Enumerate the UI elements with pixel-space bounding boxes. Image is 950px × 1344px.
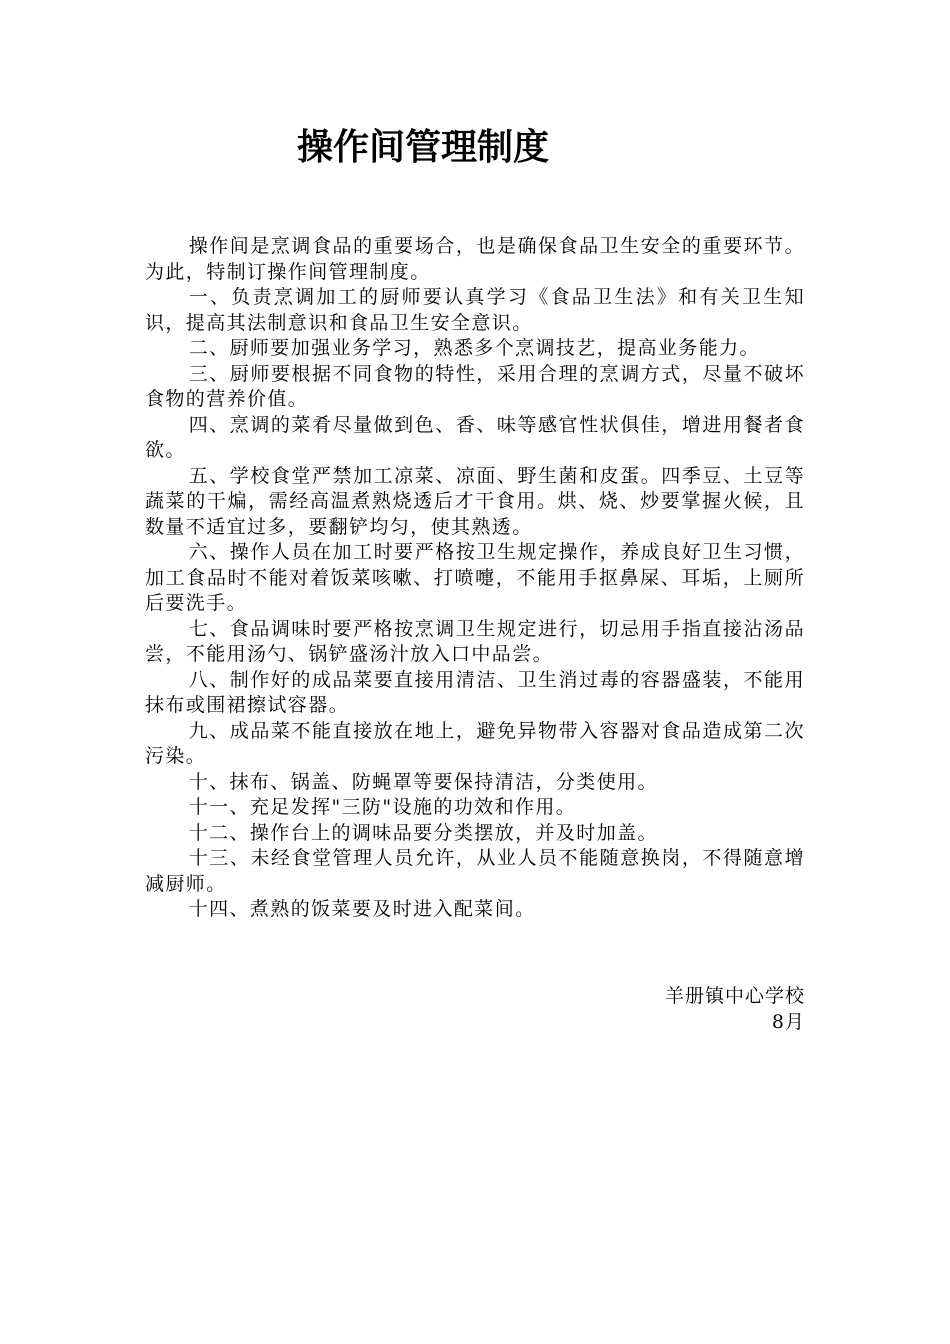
paragraph-rule-9: 九、成品菜不能直接放在地上，避免异物带入容器对食品造成第二次污染。	[145, 719, 805, 767]
paragraph-rule-14: 十四、煮熟的饭菜要及时进入配菜间。	[188, 898, 536, 920]
paragraph-rule-6: 六、操作人员在加工时要严格按卫生规定操作，养成良好卫生习惯，加工食品时不能对着饭菜咳嗽、打喷嚏，不能用手抠鼻屎、耳垢，上厕所后要洗手。	[145, 541, 805, 614]
paragraph-rule-7: 七、食品调味时要严格按烹调卫生规定进行，切忌用手指直接沾汤品尝，不能用汤勺、锅铲盛汤汁放入口中品尝。	[145, 617, 805, 665]
paragraph-rule-11: 十一、充足发挥"三防"设施的功效和作用。	[188, 796, 577, 818]
paragraph-rule-8: 八、制作好的成品菜要直接用清洁、卫生消过毒的容器盛装，不能用抹布或围裙擦试容器。	[145, 668, 805, 716]
paragraph-intro: 操作间是烹调食品的重要场合，也是确保食品卫生安全的重要环节。为此，特制订操作间管理制度。	[145, 235, 805, 283]
paragraph-rule-10: 十、抹布、锅盖、防蝇罩等要保持清洁，分类使用。	[188, 770, 658, 793]
document-title: 操作间管理制度	[297, 127, 550, 168]
paragraph-rule-2: 二、厨师要加强业务学习，熟悉多个烹调技艺，提高业务能力。	[188, 337, 760, 359]
paragraph-rule-1: 一、负责烹调加工的厨师要认真学习《食品卫生法》和有关卫生知识，提高其法制意识和食品卫生安全意识。	[145, 286, 805, 334]
signature-block	[665, 984, 805, 1035]
signature-date: 8月	[771, 1010, 805, 1033]
paragraph-rule-4: 四、烹调的菜肴尽量做到色、香、味等感官性状俱佳，增进用餐者食欲。	[145, 413, 805, 461]
paragraph-rule-13: 十三、未经食堂管理人员允许，从业人员不能随意换岗，不得随意增减厨师。	[145, 847, 805, 895]
signature-organization: 羊册镇中心学校	[664, 985, 805, 1007]
document-body	[145, 234, 805, 923]
paragraph-rule-12: 十二、操作台上的调味品要分类摆放，并及时加盖。	[188, 821, 658, 844]
paragraph-rule-3: 三、厨师要根据不同食物的特性，采用合理的烹调方式，尽量不破坏食物的营养价值。	[145, 362, 805, 410]
paragraph-rule-5: 五、学校食堂严禁加工凉菜、凉面、野生菌和皮蛋。四季豆、土豆等蔬菜的干煸，需经高温煮熟烧透后才干食用。烘、烧、炒要掌握火候，且数量不适宜过多，要翻铲均匀，使其熟透。	[145, 464, 805, 538]
